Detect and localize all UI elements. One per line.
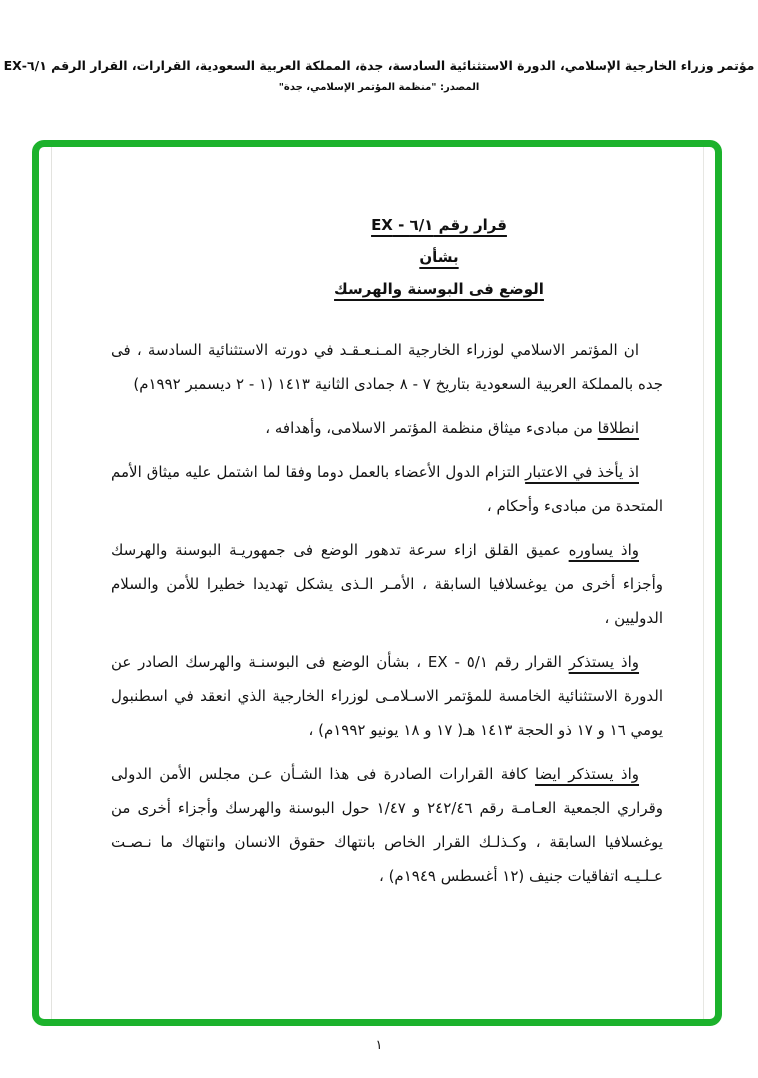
- paragraph-text: كافة القرارات الصادرة فى هذا الشـأن عـن مجلس الأمن الدولى وقراري الجمعية العـامـة رقم ٢٤٢/٤٦ و ١/٤٧ حول البوسنة والهرسك وأجزاء أخرى من يوغسلافيا السابقة ، وكـذلـك القرار الخاص بانتهاك حقوق الانسان وانتهاك ما نـصـت عـلـيـه اتفاقيات جنيف (١٢ أغسطس ١٩٤٩م) ،: [111, 765, 664, 885]
- resolution-subject-title: الوضع فى البوسنة والهرسك: [334, 280, 544, 298]
- resolution-paragraph-principles: [111, 411, 663, 445]
- paragraph-lead: واذ يستذكر ايضا: [534, 765, 640, 783]
- paragraph-lead: انطلاقا: [597, 419, 639, 437]
- resolution-title-block: [163, 209, 715, 305]
- resolution-regarding-title: بشأن: [419, 248, 459, 266]
- paragraph-text: التزام الدول الأعضاء بالعمل دوما وفقا لما اشتمل عليه ميثاق الأمم المتحدة من مبادىء وأحكام ،: [111, 463, 663, 515]
- resolution-body: [39, 147, 715, 893]
- paragraph-text: من مبادىء ميثاق منظمة المؤتمر الاسلامى، وأهدافه ،: [265, 419, 598, 437]
- paragraph-text: ان المؤتمر الاسلامي لوزراء الخارجية المـنـعـقـد في دورته الاستثنائية السادسة ، فى جده بالمملكة العربية السعودية بتاريخ ٧ - ٨ جمادى الثانية ١٤١٣ (١ - ٢ ديسمبر ١٩٩٢م): [111, 341, 663, 393]
- paragraph-text: القرار رقم ٥/١ - EX ، بشأن الوضع فى البوسنـة والهرسك الصادر عن الدورة الاستثنائية الخامسة للمؤتمر الاسـلامـى لوزراء الخارجية الذي انعقد في اسطنبول يومي ١٦ و ١٧ ذو الحجة ١٤١٣ هـ( ١٧ و ١٨ يونيو ١٩٩٢م) ،: [111, 653, 663, 739]
- citation-line: مؤتمر وزراء الخارجية الإسلامي، الدورة الاستثنائية السادسة، جدة، المملكة العربية السعودية، القرارات، القرار الرقم ٦/١-EX: [3, 58, 755, 73]
- paragraph-lead: واذ يساوره: [568, 541, 639, 559]
- paragraph-text: عميق القلق ازاء سرعة تدهور الوضع فى جمهوريـة البوسنة والهرسك وأجزاء أخرى من يوغسلافيا السابقة ، الأمـر الـذى يشكل تهديدا خطيرا للأمن والسلام الدوليين ،: [111, 541, 663, 627]
- page-number: ١: [375, 1038, 383, 1053]
- scanned-document-frame: [32, 140, 722, 1026]
- resolution-paragraph-opening: [111, 333, 663, 401]
- paragraph-lead: واذ يستذكر: [568, 653, 640, 671]
- resolution-paragraph-consideration: [111, 455, 663, 523]
- source-citation-header: [0, 58, 758, 93]
- paragraph-lead: اذ يأخذ في الاعتبار: [525, 463, 639, 481]
- resolution-paragraph-recalling-also: [111, 757, 663, 893]
- resolution-paragraph-recalling: [111, 645, 663, 747]
- resolution-paragraph-concern: [111, 533, 663, 635]
- source-line: المصدر: "منظمة المؤتمر الإسلامي، جدة": [278, 82, 480, 93]
- page-footer: [0, 1038, 758, 1053]
- resolution-number-title: قرار رقم ٦/١ - EX: [371, 216, 507, 234]
